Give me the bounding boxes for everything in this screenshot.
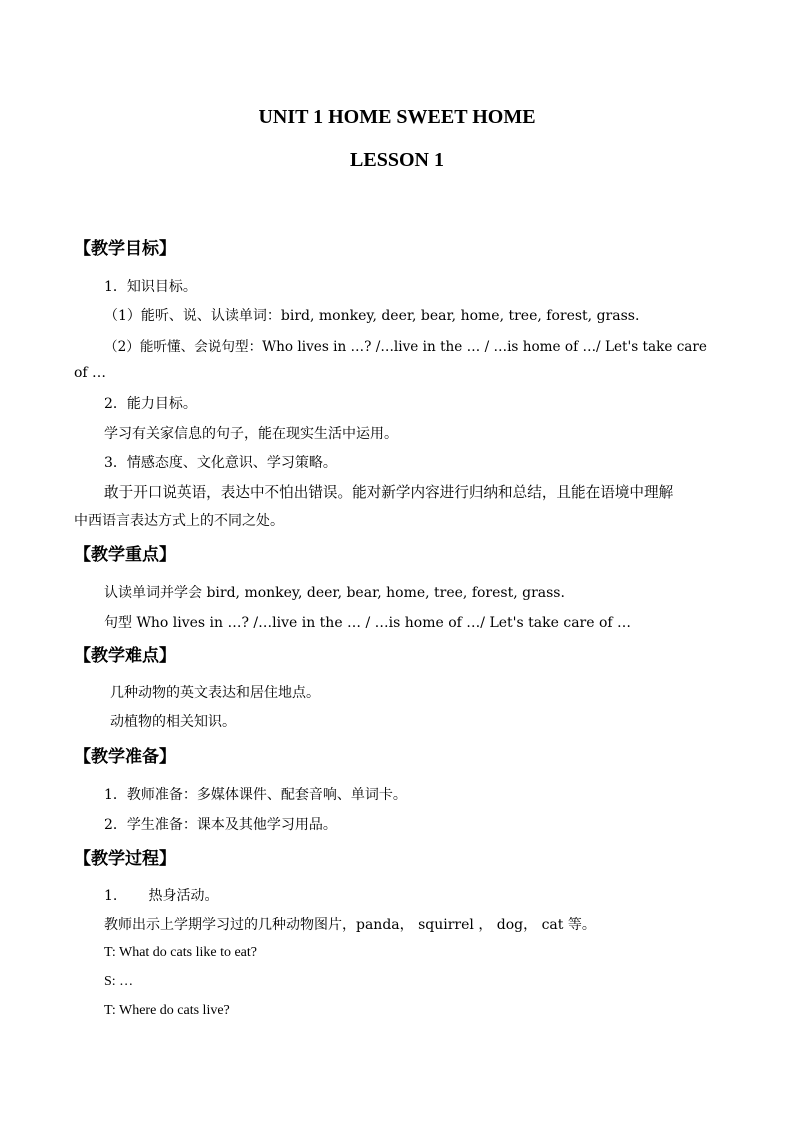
objectives-line: of … bbox=[74, 365, 107, 381]
process-line: T: Where do cats live? bbox=[104, 1003, 230, 1018]
document-title: UNIT 1 HOME SWEET HOME bbox=[258, 106, 536, 128]
objectives-line: （1）能听、说、认读单词：bird, monkey, deer, bear, home, tree, forest, grass. bbox=[104, 308, 640, 324]
objectives-line: 学习有关家信息的句子，能在现实生活中运用。 bbox=[104, 426, 398, 442]
difficulties-line: 动植物的相关知识。 bbox=[110, 714, 236, 730]
key-points-line: 认读单词并学会 bird, monkey, deer, bear, home, tree, forest, grass. bbox=[104, 585, 565, 601]
objectives-line: 3．情感态度、文化意识、学习策略。 bbox=[104, 455, 337, 471]
preparation-line: 1．教师准备：多媒体课件、配套音响、单词卡。 bbox=[104, 787, 407, 803]
section-heading-difficulties: 【教学难点】 bbox=[74, 646, 176, 666]
lesson-subtitle: LESSON 1 bbox=[350, 149, 444, 171]
preparation-line: 2．学生准备：课本及其他学习用品。 bbox=[104, 817, 337, 833]
key-points-line: 句型 Who lives in …? /…live in the … / …is home of …/ Let's take care of … bbox=[104, 615, 632, 631]
section-heading-preparation: 【教学准备】 bbox=[74, 747, 176, 767]
section-heading-process: 【教学过程】 bbox=[74, 849, 176, 869]
process-line: 1. 热身活动。 bbox=[104, 888, 219, 904]
objectives-line: 敢于开口说英语，表达中不怕出错误。能对新学内容进行归纳和总结，且能在语境中理解 bbox=[104, 484, 674, 501]
process-line: 教师出示上学期学习过的几种动物图片，panda， squirrel ， dog， cat 等。 bbox=[104, 917, 596, 933]
section-heading-objectives: 【教学目标】 bbox=[74, 239, 176, 259]
objectives-line: 1．知识目标。 bbox=[104, 279, 197, 295]
difficulties-line: 几种动物的英文表达和居住地点。 bbox=[110, 685, 320, 701]
objectives-line: （2）能听懂、会说句型：Who lives in …? /…live in the … / …is home of …/ Let's take care bbox=[104, 339, 707, 355]
objectives-line: 2．能力目标。 bbox=[104, 396, 197, 412]
process-line: S: … bbox=[104, 974, 134, 989]
process-line: T: What do cats like to eat? bbox=[104, 945, 257, 960]
objectives-line: 中西语言表达方式上的不同之处。 bbox=[74, 513, 284, 529]
section-heading-key-points: 【教学重点】 bbox=[74, 545, 176, 565]
